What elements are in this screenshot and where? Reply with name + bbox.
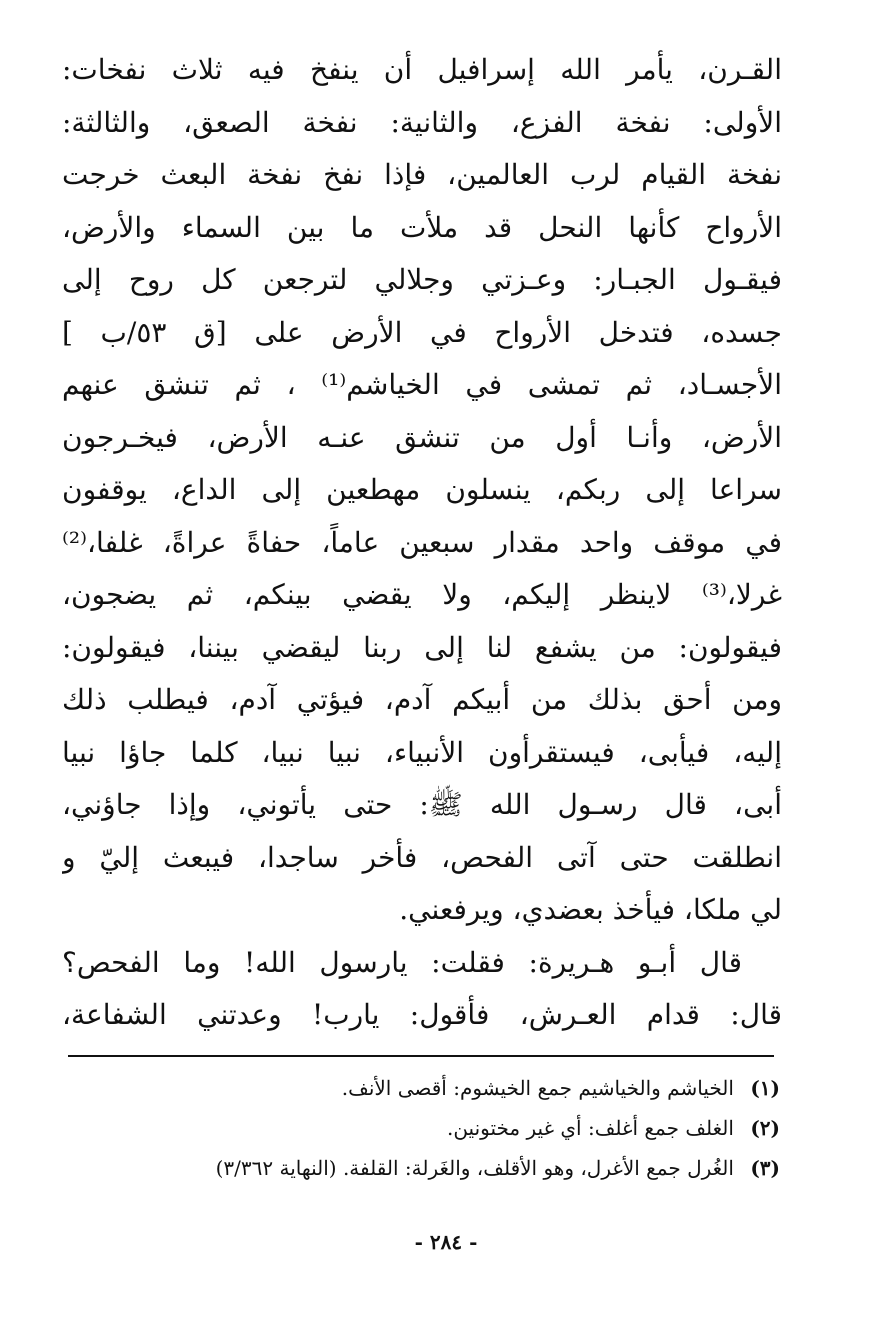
footnote xyxy=(70,1148,780,1188)
footnote xyxy=(70,1068,780,1108)
text-line: نفخة القيام لرب العالمين، فإذا نفخ نفخة البعث خرجت xyxy=(62,158,782,191)
footnote-text: الغلف جمع أغلف: أي غير مختونين. xyxy=(446,1116,734,1140)
footnote-text: الخياشم والخياشيم جمع الخيشوم: أقصى الأنف. xyxy=(341,1076,734,1100)
main-text xyxy=(62,44,782,1042)
footnotes xyxy=(70,1068,780,1188)
footnote-number: (١) xyxy=(750,1076,780,1100)
text-line: لي ملكا، فيأخذ بعضدي، ويرفعني. xyxy=(399,893,782,926)
footnote-number: (٢) xyxy=(750,1116,780,1140)
footnote xyxy=(70,1108,780,1148)
text-line: انطلقت حتى آتى الفحص، فأخر ساجدا، فيبعث إليّ و xyxy=(62,840,782,874)
page-number: - ٢٨٤ - xyxy=(414,1230,478,1254)
text-line: غرلا،⁽³⁾ لاينظر إليكم، ولا يقضي بينكم، ثم يضجون، xyxy=(62,578,782,611)
text-line: القـرن، يأمر الله إسرافيل أن ينفخ فيه ثلاث نفخات: xyxy=(62,53,782,86)
footnote-divider xyxy=(68,1055,774,1057)
text-line: في موقف واحد مقدار سبعين عاماً، حفاةً عراةً، غلفا،⁽²⁾ xyxy=(62,525,782,559)
text-line: قال أبـو هـريرة: فقلت: يارسول الله! وما الفحص؟ xyxy=(62,945,742,979)
text-line: الأرواح كأنها النحل قد ملأت ما بين السماء والأرض، xyxy=(62,210,782,244)
text-line: الأولى: نفخة الفزع، والثانية: نفخة الصعق، والثالثة: xyxy=(62,105,782,139)
text-line: قال: قدام العـرش، فأقول: يارب! وعدتني الشفاعة، xyxy=(62,998,782,1031)
text-line: سراعا إلى ربكم، ينسلون مهطعين إلى الداع، يوقفون xyxy=(62,473,782,506)
text-line: أبى، قال رسـول الله ﷺ: حتى يأتوني، وإذا جاؤني، xyxy=(62,788,782,821)
text-line: فيقولون: من يشفع لنا إلى ربنا ليقضي بيننا، فيقولون: xyxy=(62,630,782,664)
text-line: جسده، فتدخل الأرواح في الأرض على [ق ٥٣/ب ] xyxy=(62,315,782,349)
text-line: إليه، فيأبى، فيستقرأون الأنبياء، نبيا نبيا، كلما جاؤا نبيا xyxy=(62,735,782,769)
text-line: الأرض، وأنـا أول من تنشق عنـه الأرض، فيخـرجون xyxy=(62,420,782,454)
text-line: فيقـول الجبـار: وعـزتي وجلالي لترجعن كل روح إلى xyxy=(62,263,782,296)
footnote-number: (٣) xyxy=(750,1156,780,1180)
text-line: الأجسـاد، ثم تمشى في الخياشم⁽¹⁾ ، ثم تنشق عنهم xyxy=(62,368,782,401)
text-line: ومن أحق بذلك من أبيكم آدم، فيؤتي آدم، فيطلب ذلك xyxy=(62,683,782,716)
footnote-text: الغُرل جمع الأغرل، وهو الأقلف، والغَرلة: القلفة. (النهاية ٣/٣٦٢) xyxy=(215,1156,734,1180)
